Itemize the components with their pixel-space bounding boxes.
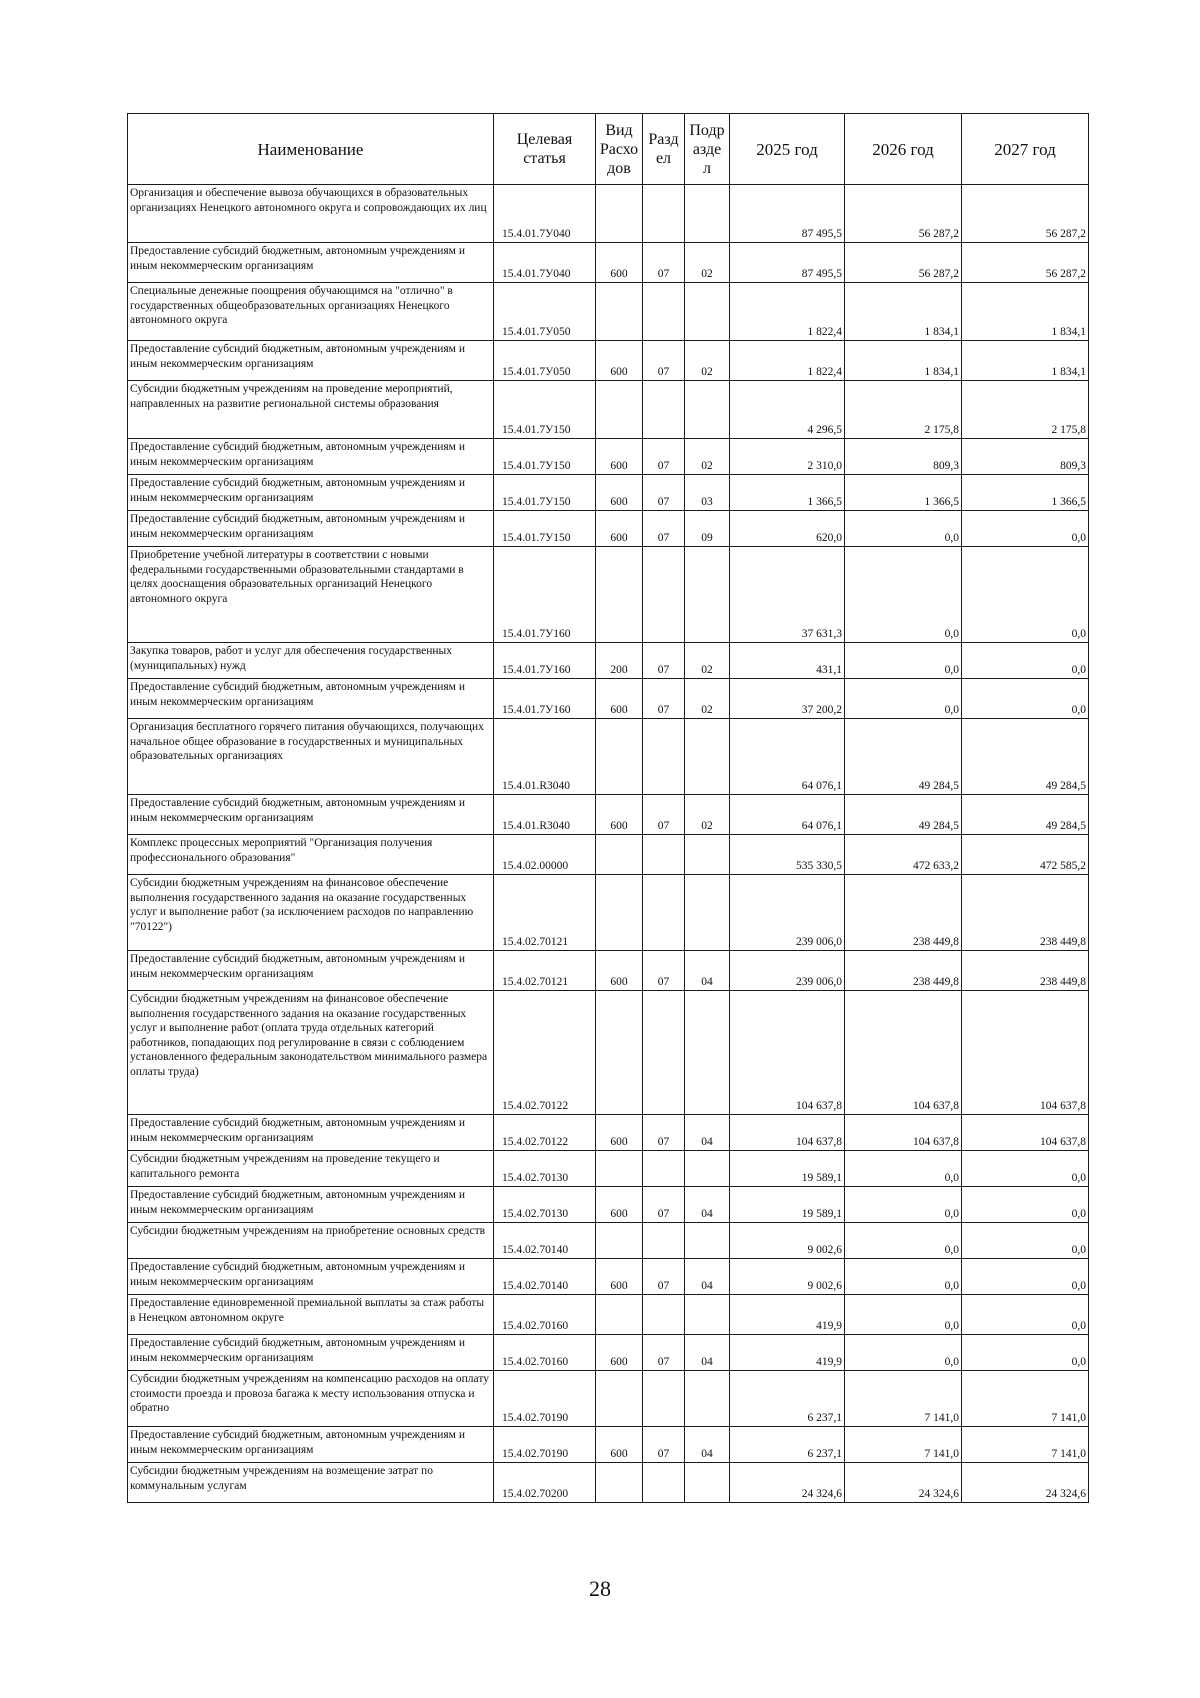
expense-type: [596, 1295, 643, 1335]
amount-2026: 1 834,1: [845, 283, 962, 341]
row-name: Предоставление субсидий бюджетным, автономным учреждениям и иным некоммерческим организациям: [128, 951, 494, 991]
amount-2025: 1 822,4: [730, 341, 845, 381]
target-article: 15.4.01.7У160: [494, 643, 596, 679]
page-number: 28: [589, 1576, 611, 1601]
target-article: 15.4.02.70122: [494, 991, 596, 1115]
target-article: 15.4.01.7У150: [494, 475, 596, 511]
target-article: 15.4.02.70190: [494, 1371, 596, 1427]
header-article: Целевая статья: [494, 114, 596, 185]
header-name: Наименование: [128, 114, 494, 185]
amount-2027: 0,0: [962, 1335, 1089, 1371]
row-name: Субсидии бюджетным учреждениям на проведение текущего и капитального ремонта: [128, 1151, 494, 1187]
expense-type: 600: [596, 1259, 643, 1295]
amount-2027: 49 284,5: [962, 719, 1089, 795]
table-row: [128, 1187, 1089, 1223]
amount-2026: 0,0: [845, 1187, 962, 1223]
section: [643, 1371, 685, 1427]
amount-2025: 6 237,1: [730, 1427, 845, 1463]
table-row: [128, 243, 1089, 283]
expense-type: 600: [596, 1187, 643, 1223]
row-name: Субсидии бюджетным учреждениям на приобретение основных средств: [128, 1223, 494, 1259]
amount-2025: 24 324,6: [730, 1463, 845, 1503]
amount-2027: 0,0: [962, 1187, 1089, 1223]
amount-2025: 239 006,0: [730, 875, 845, 951]
amount-2027: 56 287,2: [962, 185, 1089, 243]
expense-type: [596, 185, 643, 243]
section: 07: [643, 795, 685, 835]
section: [643, 1151, 685, 1187]
row-name: Комплекс процессных мероприятий "Организация получения профессионального образования": [128, 835, 494, 875]
section: 07: [643, 1115, 685, 1151]
amount-2025: 4 296,5: [730, 381, 845, 439]
amount-2026: 0,0: [845, 679, 962, 719]
target-article: 15.4.02.70200: [494, 1463, 596, 1503]
amount-2026: 0,0: [845, 547, 962, 643]
section: [643, 1223, 685, 1259]
header-section: Разд ел: [643, 114, 685, 185]
row-name: Организация бесплатного горячего питания обучающихся, получающих начальное общее образование в государственных и муниципальных образовательных организациях: [128, 719, 494, 795]
row-name: Предоставление субсидий бюджетным, автономным учреждениям и иным некоммерческим организациям: [128, 475, 494, 511]
amount-2026: 7 141,0: [845, 1427, 962, 1463]
table-row: [128, 1223, 1089, 1259]
table-row: [128, 991, 1089, 1115]
table-row: [128, 283, 1089, 341]
section: [643, 381, 685, 439]
amount-2026: 238 449,8: [845, 875, 962, 951]
expense-type: 600: [596, 341, 643, 381]
table-row: [128, 679, 1089, 719]
amount-2026: 24 324,6: [845, 1463, 962, 1503]
amount-2025: 9 002,6: [730, 1259, 845, 1295]
table-row: [128, 1151, 1089, 1187]
amount-2027: 238 449,8: [962, 875, 1089, 951]
subsection: [685, 835, 730, 875]
amount-2025: 37 631,3: [730, 547, 845, 643]
target-article: 15.4.01.7У150: [494, 439, 596, 475]
subsection: 02: [685, 795, 730, 835]
amount-2025: 620,0: [730, 511, 845, 547]
row-name: Предоставление субсидий бюджетным, автономным учреждениям и иным некоммерческим организациям: [128, 1427, 494, 1463]
amount-2027: 0,0: [962, 1151, 1089, 1187]
amount-2026: 49 284,5: [845, 719, 962, 795]
table-row: [128, 1335, 1089, 1371]
amount-2026: 0,0: [845, 1259, 962, 1295]
row-name: Субсидии бюджетным учреждениям на проведение мероприятий, направленных на развитие региональной системы образования: [128, 381, 494, 439]
subsection: 02: [685, 439, 730, 475]
section: 07: [643, 1427, 685, 1463]
target-article: 15.4.01.R3040: [494, 795, 596, 835]
amount-2026: 0,0: [845, 643, 962, 679]
table-row: [128, 1115, 1089, 1151]
amount-2025: 19 589,1: [730, 1151, 845, 1187]
amount-2027: 0,0: [962, 1223, 1089, 1259]
row-name: Субсидии бюджетным учреждениям на финансовое обеспечение выполнения государственного задания на оказание государственных услуг и выполнение работ (за исключением расходов по направлению "70122"): [128, 875, 494, 951]
row-name: Закупка товаров, работ и услуг для обеспечения государственных (муниципальных) нужд: [128, 643, 494, 679]
row-name: Приобретение учебной литературы в соответствии с новыми федеральными государственными образовательными стандартами в целях дооснащения образовательных организаций Ненецкого автономного округа: [128, 547, 494, 643]
amount-2027: 104 637,8: [962, 1115, 1089, 1151]
section: 07: [643, 1187, 685, 1223]
amount-2025: 87 495,5: [730, 185, 845, 243]
amount-2026: 56 287,2: [845, 243, 962, 283]
expense-type: 600: [596, 1335, 643, 1371]
amount-2027: 56 287,2: [962, 243, 1089, 283]
row-name: Предоставление субсидий бюджетным, автономным учреждениям и иным некоммерческим организациям: [128, 1187, 494, 1223]
amount-2025: 1 366,5: [730, 475, 845, 511]
table-row: [128, 643, 1089, 679]
section: 07: [643, 679, 685, 719]
expense-type: [596, 381, 643, 439]
section: [643, 875, 685, 951]
subsection: [685, 1463, 730, 1503]
target-article: 15.4.01.7У040: [494, 185, 596, 243]
table-row: [128, 875, 1089, 951]
row-name: Предоставление субсидий бюджетным, автономным учреждениям и иным некоммерческим организациям: [128, 511, 494, 547]
target-article: 15.4.01.7У150: [494, 511, 596, 547]
amount-2027: 24 324,6: [962, 1463, 1089, 1503]
amount-2026: 238 449,8: [845, 951, 962, 991]
amount-2027: 0,0: [962, 679, 1089, 719]
expense-type: [596, 1223, 643, 1259]
amount-2025: 2 310,0: [730, 439, 845, 475]
section: 07: [643, 341, 685, 381]
subsection: 04: [685, 1187, 730, 1223]
target-article: 15.4.02.70121: [494, 951, 596, 991]
target-article: 15.4.02.70130: [494, 1187, 596, 1223]
subsection: [685, 547, 730, 643]
table-row: [128, 381, 1089, 439]
section: 07: [643, 1259, 685, 1295]
amount-2027: 0,0: [962, 511, 1089, 547]
expense-type: 600: [596, 439, 643, 475]
row-name: Субсидии бюджетным учреждениям на компенсацию расходов на оплату стоимости проезда и провоза багажа к месту использования отпуска и обратно: [128, 1371, 494, 1427]
subsection: 03: [685, 475, 730, 511]
table-row: [128, 341, 1089, 381]
subsection: 04: [685, 1115, 730, 1151]
section: [643, 185, 685, 243]
section: 07: [643, 1335, 685, 1371]
target-article: 15.4.02.70140: [494, 1259, 596, 1295]
amount-2027: 238 449,8: [962, 951, 1089, 991]
table-row: [128, 547, 1089, 643]
header-2027: 2027 год: [962, 114, 1089, 185]
subsection: 04: [685, 1427, 730, 1463]
subsection: 04: [685, 1335, 730, 1371]
budget-table-container: [127, 113, 1088, 1503]
row-name: Специальные денежные поощрения обучающимся на "отлично" в государственных общеобразовательных организациях Ненецкого автономного округа: [128, 283, 494, 341]
subsection: [685, 185, 730, 243]
section: [643, 835, 685, 875]
amount-2025: 1 822,4: [730, 283, 845, 341]
amount-2027: 1 366,5: [962, 475, 1089, 511]
header-subsection: Подр азде л: [685, 114, 730, 185]
expense-type: [596, 1151, 643, 1187]
section: [643, 991, 685, 1115]
section: 07: [643, 511, 685, 547]
amount-2027: 0,0: [962, 1295, 1089, 1335]
table-row: [128, 475, 1089, 511]
amount-2027: 7 141,0: [962, 1427, 1089, 1463]
expense-type: 600: [596, 243, 643, 283]
expense-type: 600: [596, 951, 643, 991]
amount-2026: 809,3: [845, 439, 962, 475]
table-row: [128, 185, 1089, 243]
amount-2027: 1 834,1: [962, 283, 1089, 341]
target-article: 15.4.02.00000: [494, 835, 596, 875]
target-article: 15.4.02.70130: [494, 1151, 596, 1187]
amount-2025: 104 637,8: [730, 1115, 845, 1151]
expense-type: 600: [596, 1427, 643, 1463]
amount-2025: 104 637,8: [730, 991, 845, 1115]
amount-2025: 419,9: [730, 1335, 845, 1371]
expense-type: [596, 547, 643, 643]
table-row: [128, 795, 1089, 835]
expense-type: 600: [596, 679, 643, 719]
subsection: 04: [685, 951, 730, 991]
amount-2025: 19 589,1: [730, 1187, 845, 1223]
header-2026: 2026 год: [845, 114, 962, 185]
section: [643, 547, 685, 643]
amount-2026: 1 366,5: [845, 475, 962, 511]
target-article: 15.4.01.7У050: [494, 283, 596, 341]
amount-2027: 104 637,8: [962, 991, 1089, 1115]
row-name: Предоставление субсидий бюджетным, автономным учреждениям и иным некоммерческим организациям: [128, 1335, 494, 1371]
amount-2027: 0,0: [962, 1259, 1089, 1295]
row-name: Предоставление субсидий бюджетным, автономным учреждениям и иным некоммерческим организациям: [128, 795, 494, 835]
section: [643, 719, 685, 795]
subsection: [685, 1371, 730, 1427]
amount-2025: 431,1: [730, 643, 845, 679]
amount-2025: 6 237,1: [730, 1371, 845, 1427]
amount-2026: 472 633,2: [845, 835, 962, 875]
expense-type: 200: [596, 643, 643, 679]
table-row: [128, 835, 1089, 875]
amount-2027: 809,3: [962, 439, 1089, 475]
table-row: [128, 1463, 1089, 1503]
row-name: Предоставление субсидий бюджетным, автономным учреждениям и иным некоммерческим организациям: [128, 341, 494, 381]
header-2025: 2025 год: [730, 114, 845, 185]
section: [643, 1463, 685, 1503]
subsection: 02: [685, 243, 730, 283]
target-article: 15.4.02.70122: [494, 1115, 596, 1151]
amount-2026: 56 287,2: [845, 185, 962, 243]
header-expense-type: Вид Расхо дов: [596, 114, 643, 185]
table-body: [128, 185, 1089, 1503]
amount-2026: 0,0: [845, 1151, 962, 1187]
expense-type: [596, 283, 643, 341]
amount-2027: 7 141,0: [962, 1371, 1089, 1427]
amount-2027: 472 585,2: [962, 835, 1089, 875]
table-row: [128, 1427, 1089, 1463]
subsection: [685, 991, 730, 1115]
target-article: 15.4.01.7У160: [494, 679, 596, 719]
target-article: 15.4.02.70160: [494, 1295, 596, 1335]
row-name: Субсидии бюджетным учреждениям на финансовое обеспечение выполнения государственного задания на оказание государственных услуг и выполнение работ (оплата труда отдельных категорий работников, попадающих под регулирование в связи с соблюдением установленного федеральным законодательством минимального размера оплаты труда): [128, 991, 494, 1115]
subsection: 02: [685, 679, 730, 719]
row-name: Предоставление субсидий бюджетным, автономным учреждениям и иным некоммерческим организациям: [128, 243, 494, 283]
expense-type: 600: [596, 1115, 643, 1151]
table-header-row: [128, 114, 1089, 185]
amount-2027: 49 284,5: [962, 795, 1089, 835]
amount-2025: 64 076,1: [730, 795, 845, 835]
amount-2027: 2 175,8: [962, 381, 1089, 439]
amount-2026: 104 637,8: [845, 991, 962, 1115]
amount-2026: 7 141,0: [845, 1371, 962, 1427]
subsection: 09: [685, 511, 730, 547]
row-name: Субсидии бюджетным учреждениям на возмещение затрат по коммунальным услугам: [128, 1463, 494, 1503]
amount-2025: 239 006,0: [730, 951, 845, 991]
section: [643, 1295, 685, 1335]
table-row: [128, 1259, 1089, 1295]
row-name: Предоставление субсидий бюджетным, автономным учреждениям и иным некоммерческим организациям: [128, 1259, 494, 1295]
amount-2025: 535 330,5: [730, 835, 845, 875]
subsection: [685, 283, 730, 341]
expense-type: 600: [596, 795, 643, 835]
amount-2026: 104 637,8: [845, 1115, 962, 1151]
row-name: Предоставление субсидий бюджетным, автономным учреждениям и иным некоммерческим организациям: [128, 439, 494, 475]
section: 07: [643, 951, 685, 991]
expense-type: [596, 991, 643, 1115]
amount-2026: 1 834,1: [845, 341, 962, 381]
amount-2026: 0,0: [845, 1295, 962, 1335]
table-row: [128, 951, 1089, 991]
target-article: 15.4.02.70190: [494, 1427, 596, 1463]
amount-2025: 64 076,1: [730, 719, 845, 795]
amount-2026: 0,0: [845, 1335, 962, 1371]
section: [643, 283, 685, 341]
amount-2025: 87 495,5: [730, 243, 845, 283]
section: 07: [643, 475, 685, 511]
table-row: [128, 511, 1089, 547]
expense-type: [596, 875, 643, 951]
target-article: 15.4.01.7У160: [494, 547, 596, 643]
amount-2026: 0,0: [845, 511, 962, 547]
table-row: [128, 439, 1089, 475]
row-name: Предоставление субсидий бюджетным, автономным учреждениям и иным некоммерческим организациям: [128, 1115, 494, 1151]
table-row: [128, 719, 1089, 795]
subsection: 02: [685, 341, 730, 381]
amount-2027: 1 834,1: [962, 341, 1089, 381]
expense-type: [596, 719, 643, 795]
table-row: [128, 1295, 1089, 1335]
target-article: 15.4.01.R3040: [494, 719, 596, 795]
subsection: [685, 1151, 730, 1187]
amount-2025: 9 002,6: [730, 1223, 845, 1259]
subsection: [685, 1223, 730, 1259]
subsection: [685, 1295, 730, 1335]
expense-type: [596, 835, 643, 875]
row-name: Предоставление единовременной премиальной выплаты за стаж работы в Ненецком автономном округе: [128, 1295, 494, 1335]
target-article: 15.4.01.7У040: [494, 243, 596, 283]
row-name: Организация и обеспечение вывоза обучающихся в образовательных организациях Ненецкого автономного округа и сопровождающих их лиц: [128, 185, 494, 243]
amount-2025: 419,9: [730, 1295, 845, 1335]
target-article: 15.4.01.7У150: [494, 381, 596, 439]
table-row: [128, 1371, 1089, 1427]
subsection: 02: [685, 643, 730, 679]
target-article: 15.4.02.70160: [494, 1335, 596, 1371]
expense-type: [596, 1371, 643, 1427]
target-article: 15.4.02.70121: [494, 875, 596, 951]
section: 07: [643, 243, 685, 283]
subsection: 04: [685, 1259, 730, 1295]
amount-2027: 0,0: [962, 643, 1089, 679]
amount-2026: 0,0: [845, 1223, 962, 1259]
section: 07: [643, 439, 685, 475]
subsection: [685, 719, 730, 795]
target-article: 15.4.02.70140: [494, 1223, 596, 1259]
amount-2027: 0,0: [962, 547, 1089, 643]
amount-2026: 2 175,8: [845, 381, 962, 439]
budget-table: [127, 113, 1089, 1503]
expense-type: 600: [596, 511, 643, 547]
amount-2025: 37 200,2: [730, 679, 845, 719]
amount-2026: 49 284,5: [845, 795, 962, 835]
target-article: 15.4.01.7У050: [494, 341, 596, 381]
expense-type: [596, 1463, 643, 1503]
subsection: [685, 875, 730, 951]
section: 07: [643, 643, 685, 679]
expense-type: 600: [596, 475, 643, 511]
row-name: Предоставление субсидий бюджетным, автономным учреждениям и иным некоммерческим организациям: [128, 679, 494, 719]
subsection: [685, 381, 730, 439]
